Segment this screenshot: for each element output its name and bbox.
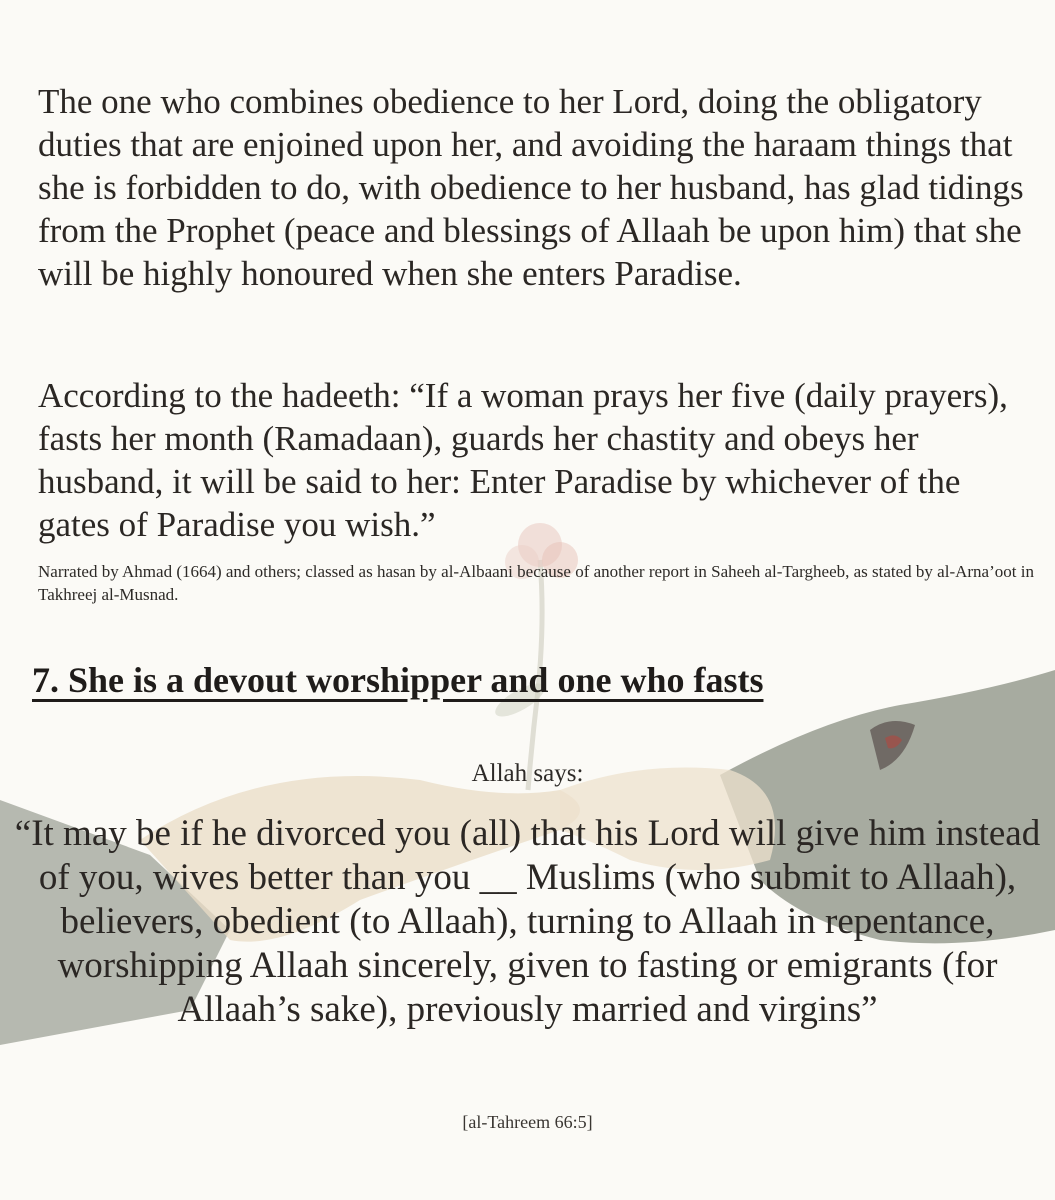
hadeeth-citation: Narrated by Ahmad (1664) and others; classed as hasan by al-Albaani because of another report in Saheeh al-Targheeb, as stated by al-Arna’oot in Takhreej al-Musnad. [38, 562, 1034, 604]
section-heading [32, 658, 992, 702]
section-heading-text: 7. She is a devout worshipper and one who fasts [32, 660, 764, 700]
quran-verse: “It may be if he divorced you (all) that his Lord will give him instead of you, wives better than you __ Muslims (who submit to Allaah), believers, obedient (to Allaah), turning to Allaah in repentance, worshipping Allaah sincerely, given to fasting or emigrants (for Allaah’s sake), previously married and virgins” [14, 813, 1041, 1030]
verse-intro: Allah says: [471, 760, 584, 787]
obedience-paragraph: The one who combines obedience to her Lord, doing the obligatory duties that are enjoined upon her, and avoiding the haraam things that she is forbidden to do, with obedience to her husband, has glad tidings from the Prophet (peace and blessings of Allaah be upon him) that she will be highly honoured when she enters Paradise. [38, 82, 1024, 293]
hadeeth-paragraph: According to the hadeeth: “If a woman prays her five (daily prayers), fasts her month (Ramadaan), guards her chastity and obeys her husband, it will be said to her: Enter Paradise by whichever of the gates of Paradise you wish.” [38, 376, 1008, 544]
verse-reference: [al-Tahreem 66:5] [462, 1112, 593, 1132]
